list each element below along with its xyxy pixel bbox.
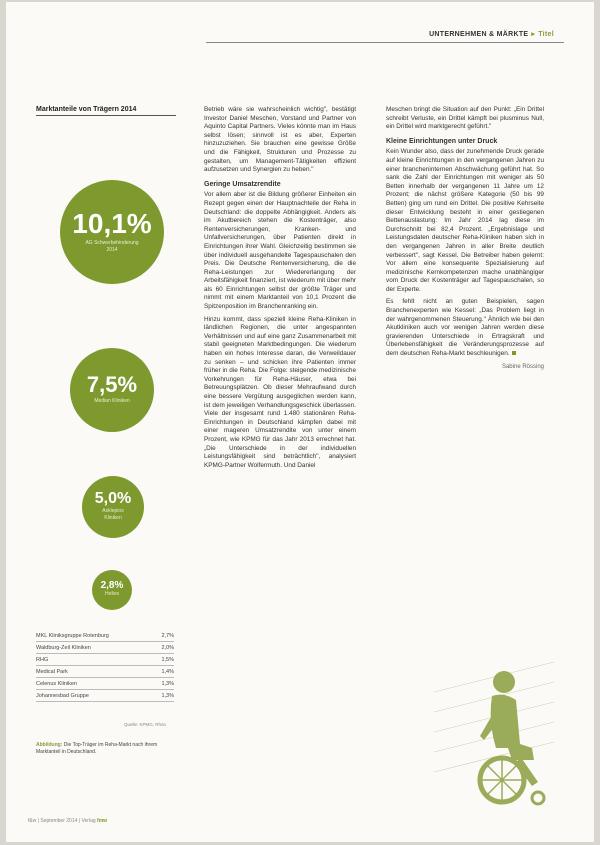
share-name: Medical Park [36, 669, 68, 675]
share-circle-label: Asklepios [102, 508, 124, 514]
section-tag: Titel [538, 31, 554, 38]
subheading: Kleine Einrichtungen unter Druck [386, 137, 498, 145]
share-value: 1,5% [161, 657, 174, 663]
list-item [36, 678, 174, 690]
caption-label: Abbildung: [36, 742, 63, 748]
share-name: Johannesbad Gruppe [36, 693, 89, 699]
source-note: Quelle: KPMG, Rhön [124, 722, 167, 727]
sidebar-title: Marktanteile von Trägern 2014 [36, 106, 176, 116]
share-circle-value: 2,8% [100, 580, 124, 591]
list-item [36, 654, 174, 666]
share-circle-value: 5,0% [94, 490, 132, 507]
paragraph: Kein Wunder also, dass der zunehmende Druck gerade auf kleine Einrichtungen in den vergangenen Jahren zu einer brancheninternen Abschwächung geführt hat. So sank die Zahl der Einrichtungen mit weniger als 50 Betten innerhalb der vergangenen 11 Jahre um 12 Prozent; die nächst größere Kategorie (50 bis 99 Betten) ging um rund ein Drittel. Die positive Kehrseite dieser Entwicklung besteht in einer gestiegenen Bettenauslastung: Im Jahr 2014 lag diese im Durchschnitt bei 82,4 Prozent. „Ergebnislage und Leistungsdaten deutscher Reha-Kliniken haben sich in den vergangenen Jahren in aller Breite deutlich verbessert", sagt Kessel. Die Betreiber haben gelernt: Vor allem eine konsequente Spezialisierung auf medizinische Kernkompetenzen mache unabhängiger vom Druck der Kostenträger auf Tagespauschalen, so der Experte. [386, 148, 544, 293]
share-name: Celenus Kliniken [36, 681, 77, 687]
share-value: 1,4% [161, 669, 174, 675]
paragraph: Vor allem aber ist die Bildung größerer Einheiten ein Rezept gegen einen der Hauptnachteile der Reha in Deutschland: die doppelte Abhängigkeit. Anders als im Akutbereich stehen die Kostenträger, also Rentenversicherungen, Kranken- und Unfallversicherungen, über Patienten direkt in Einrichtungen ihrer Wahl. Gleichzeitig bestimmen sie über individuell ausgehandelte Tagespauschalen den Preis. Die Deutsche Rentenversicherung, die die Reha-Leistungen zur Wiedererlangung der Arbeitsfähigkeit finanziert, ist wiederum mit über mehr als 60 Einrichtungen selbst der größte Träger und nimmt mit einem Marktanteil von 10,1 Prozent die Spitzenposition im Branchenranking ein. [204, 191, 357, 311]
section-header [429, 30, 554, 38]
caption-text: Die Top-Träger im Reha-Markt nach ihrem Marktanteil in Deutschland. [36, 742, 158, 755]
issue-info: f&w | September 2014 | Verlag [28, 818, 96, 824]
figure-caption [36, 742, 176, 756]
share-circle-value: 7,5% [86, 372, 138, 397]
article-column-1 [204, 106, 356, 474]
header-rule [206, 42, 564, 43]
share-circle-label: 2014 [106, 247, 118, 253]
page-footer [28, 818, 107, 824]
share-circle-2 [70, 348, 154, 432]
wheelchair-person-icon [434, 652, 554, 812]
list-item [36, 642, 174, 654]
end-mark-icon [512, 351, 516, 355]
paragraph: Betrieb wäre sie wahrscheinlich wichtig", bestätigt Investor Daniel Meschen, Vorstand und Partner von Aquinto Capital Partners. Vieles könnte man im Haus selbst lösen; sinnvoll ist es aber, Experten hinzuzuziehen. Sie brauchen eine gewisse Größe und die Fähigkeit, Strukturen und Prozesse zu gestalten, um Management-Tätigkeiten effizient aufzusetzen und Synergien zu heben." [204, 106, 356, 174]
brand-logo: fmw [97, 818, 108, 824]
paragraph [386, 298, 544, 358]
article-column-2 [386, 106, 544, 371]
list-item [36, 690, 174, 702]
share-circle-1 [60, 180, 164, 284]
paragraph-text: Es fehlt nicht an guten Beispielen, sagen Branchenexperten wie Kessel: „Das Problem liegt in der wahrgenommenen Steuerung." Ähnlich wie bei den Akutkliniken auch vor wenigen Jahren werden diese gravierenden Unterschiede in Ertragskraft und Überlebensfähigkeit die Veränderungsprozesse auf dem deutschen Reha-Markt beschleunigen. [386, 298, 544, 358]
separator-arrow-icon: ▸ [531, 31, 536, 38]
share-circle-label: AG Schwerbehinderung [85, 240, 139, 246]
list-item [36, 666, 174, 678]
market-share-sidebar [36, 106, 176, 116]
share-name: Waldburg-Zeil Kliniken [36, 645, 91, 651]
share-circle-3 [82, 476, 144, 538]
share-name: MKL Kliniksgruppe Rotenburg [36, 633, 109, 639]
subheading: Geringe Umsatzrendite [204, 180, 281, 188]
share-name: RHG [36, 657, 49, 663]
paragraph: Hinzu kommt, dass speziell kleine Reha-Kliniken in ländlichen Regionen, die unter angespannten Verhältnissen und auf eine ganz Zusammenarbeit mit stabil geeigneten Marktbedingungen. Die wiederum haben ein hohes Interesse daran, die Verweildauer zu senken – und schicken ihre Patienten immer früher in die Reha. Die Folge: steigende medizinische Vorkehrungen für Reha-Häuser, etwa bei Betreuungsplätzen. Ob dieser Mehraufwand durch eine bessere Vergütung ausgeglichen werden kann, ist dem jeweiligen Verhandlungsgeschick überlassen. Viele der insgesamt rund 1.480 stationären Reha-Einrichtungen in Deutschland kämpfen dabei mit einer mageren Umsatzrendite von unter einem Prozent, wie KPMG für das Jahr 2013 errechnet hat. „Die Unterschiede in der individuellen Leistungsfähigkeit sind beträchtlich", analysiert KPMG-Partner Wolfermuth. Und Daniel [204, 315, 356, 469]
share-value: 1,3% [161, 681, 174, 687]
share-circle-label: Helios [105, 591, 119, 597]
share-value: 2,7% [161, 633, 174, 639]
share-list [36, 630, 174, 702]
share-circle-value: 10,1% [72, 208, 152, 239]
list-item [36, 630, 174, 642]
author-name: Sabine Rössing [501, 363, 544, 370]
share-value: 1,3% [161, 693, 174, 699]
page [6, 2, 594, 842]
share-value: 2,0% [161, 645, 174, 651]
share-circle-4 [92, 570, 132, 610]
paragraph: Meschen bringt die Situation auf den Punkt: „Ein Drittel schreibt Verluste, ein Drittel kämpft bei plusminus Null, ein Drittel wird marktgerecht geführt." [386, 106, 544, 131]
share-circle-label: Median Kliniken [94, 398, 130, 404]
section-label: UNTERNEHMEN & MÄRKTE [429, 31, 529, 38]
share-circle-label: Kliniken [104, 515, 122, 521]
